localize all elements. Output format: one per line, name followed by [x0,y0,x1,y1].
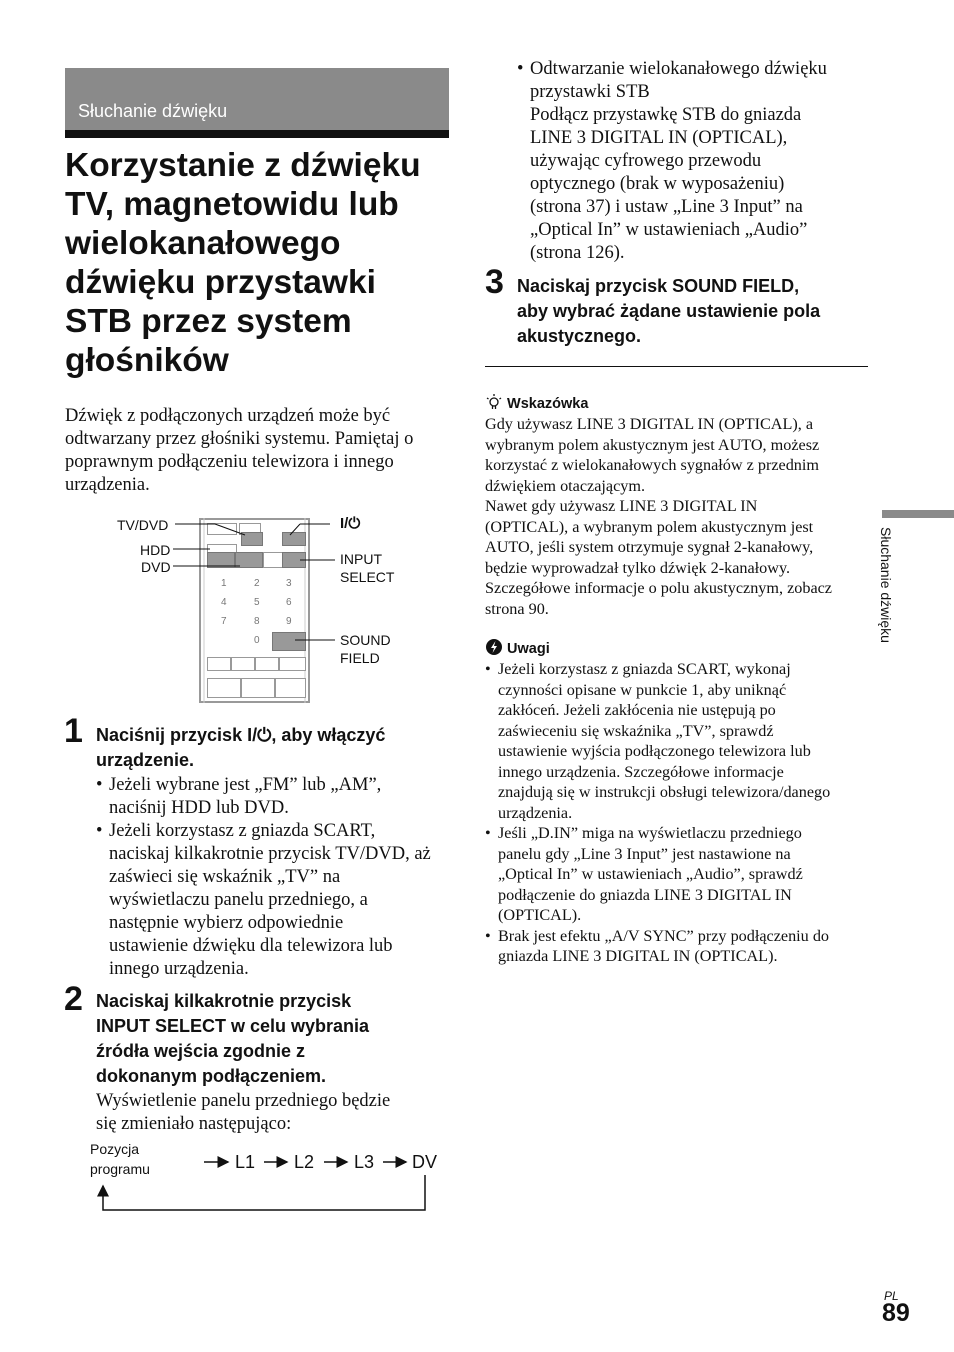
step-title-line: Naciśnij przycisk I/⏻, aby włączyć [96,725,386,745]
note-line: innego urządzenia. Szczegółowe informacje [498,762,784,781]
bullet-line: (strona 126). [530,243,625,263]
note-line: zaświeceniu się wskaźnika „TV”, sprawdź [498,721,774,740]
tip-heading [485,393,588,412]
divider [485,366,868,367]
tip-line: AUTO, jeśli system otrzymuje sygnał 2-kanałowy, [485,538,814,556]
tip-line: wybranym polem akustycznym jest AUTO, możesz [485,435,820,454]
tip-line: Nawet gdy używasz LINE 3 DIGITAL IN [485,497,758,515]
note-line: znajdują się w instrukcji obsługi telewizora/danego [498,783,831,801]
digit-3-key: 3 [286,578,292,589]
flow-item: L1 [235,1152,256,1172]
note-line: zakłóceń. Jeżeli zakłócenia nie ustępują po [498,701,776,719]
flow-item: DV [412,1152,438,1172]
bullet-line: używając cyfrowego przewodu [530,151,762,171]
title-line: głośników [65,342,229,379]
intro-line: urządzenia. [65,475,150,495]
step-number: 2 [64,980,83,1018]
tip-line: strona 90. [485,599,549,618]
notes-heading-text: Uwagi [507,641,550,657]
digit-8-key: 8 [254,616,260,627]
tip-line: dźwiękiem otaczającym. [485,476,645,495]
note-line: ustawienie wyjścia podłączonego telewizora lub [498,742,811,760]
note-line: panelu gdy „Line 3 Input” jest nastawione na [498,844,791,863]
title-line: STB przez system [65,303,352,340]
bullet-line: optycznego (brak w wyposażeniu) [530,174,785,194]
sound-field-label: FIELD [340,650,380,666]
tip-line: będzie wyprowadzał tylko dźwięk 2-kanałowy. [485,558,791,577]
bullet-line: ustawienie dźwięku dla telewizora lub [109,936,393,956]
step-number: 3 [485,263,504,301]
tip-line: (OPTICAL), a wybranym polem akustycznym jest [485,517,814,536]
bullet-line: następnie wybierz odpowiednie [109,913,344,933]
title-line: wielokanałowego [65,225,341,262]
digit-9-key: 9 [286,616,292,627]
page-language: PL [884,1289,899,1303]
body-line: się zmieniało następująco: [96,1114,292,1134]
step3-title [517,274,877,349]
tip-line: Szczegółowe informacje o polu akustycznym, zobacz [485,579,832,597]
digit-1-key: 1 [221,578,227,589]
title-line: TV, magnetowidu lub [65,186,399,223]
step-title-line: aby wybrać żądane ustawienie pola [517,301,821,321]
notes-list [485,659,885,967]
power-label: I/⏻ [340,515,361,532]
bullet-line: innego urządzenia. [109,959,249,979]
page-number: 89 [882,1299,910,1327]
step-title-line: urządzenie. [96,750,195,770]
intro-line: poprawnym podłączeniu telewizora i innego [65,452,394,472]
bullet-line: LINE 3 DIGITAL IN (OPTICAL), [530,128,788,148]
tip-heading-text: Wskazówka [507,396,589,412]
note-line: • Brak jest efektu „A/V SYNC” przy podłączeniu do [498,926,830,945]
bullet-line: przystawki STB [530,82,650,102]
step-title-line: akustycznego. [517,326,642,346]
digit-0-key: 0 [254,635,260,646]
note-item [485,926,885,967]
bullet-line: • Jeżeli wybrane jest „FM” lub „AM”, [109,775,382,795]
tip-body [485,414,885,619]
sound-field-label: SOUND [340,632,391,648]
lightbulb-icon [485,393,503,411]
flow-item: L3 [354,1152,375,1172]
body-line: Wyświetlenie panelu przedniego będzie [96,1091,391,1111]
bullet-line: • Odtwarzanie wielokanałowego dźwięku [530,59,827,79]
dvd-label: DVD [141,559,171,575]
input-select-label: INPUT [340,551,382,567]
note-line: (OPTICAL). [498,906,582,924]
note-item [485,823,885,926]
flow-start-label: programu [90,1161,150,1177]
step-title-line: źródła wejścia zgodnie z [96,1041,306,1061]
bullet-line: Podłącz przystawkę STB do gniazda [530,105,802,125]
note-line: podłączenie do gniazda LINE 3 DIGITAL IN [498,885,792,904]
bullet-line: naciśnij HDD lub DVD. [109,798,289,818]
tv-dvd-label: TV/DVD [117,517,169,533]
digit-6-key: 6 [286,597,292,608]
right-bullets [517,58,877,265]
intro-line: Dźwięk z podłączonych urządzeń może być [65,406,391,426]
step-title-line: Naciskaj kilkakrotnie przycisk [96,991,352,1011]
hdd-label: HDD [140,542,171,558]
note-line: „Optical In” w ustawieniach „Audio”, sprawdź [498,865,803,883]
step-title-line: dokonanym podłączeniem. [96,1066,327,1086]
bullet-line: naciskaj kilkakrotnie przycisk TV/DVD, aż [109,844,431,864]
tip-line: Gdy używasz LINE 3 DIGITAL IN (OPTICAL), a [485,415,814,433]
step-title-line: INPUT SELECT w celu wybrania [96,1016,370,1036]
step-title-line: Naciskaj przycisk SOUND FIELD, [517,276,800,296]
title-line: dźwięku przystawki [65,264,376,301]
tip-line: korzystać z wielokanałowych sygnałów z przednim [485,456,819,474]
input-select-label: SELECT [340,569,395,585]
notes-heading [485,638,550,657]
note-item [485,659,885,823]
warning-icon [485,638,503,656]
note-line: • Jeżeli korzystasz z gniazda SCART, wykonaj [498,660,791,678]
section-header: Słuchanie dźwięku [78,101,228,121]
digit-4-key: 4 [221,597,227,608]
bullet-line: • Jeżeli korzystasz z gniazda SCART, [109,821,376,841]
bullet-line: „Optical In” w ustawieniach „Audio” [530,220,808,240]
note-line: czynności opisane w punkcie 1, aby uniknąć [498,680,787,699]
intro-line: odtwarzany przez głośniki systemu. Pamiętaj o [65,429,414,449]
right-bullet [517,58,877,265]
note-line: urządzenia. [498,803,573,822]
flow-start-label: Pozycja [90,1141,140,1157]
title-line: Korzystanie z dźwięku [65,147,421,184]
bullet-line: (strona 37) i ustaw „Line 3 Input” na [530,197,803,217]
digit-5-key: 5 [254,597,260,608]
digit-7-key: 7 [221,616,227,627]
bullet-line: zaświeci się wskaźnik „TV” na [109,867,341,887]
note-line: gniazda LINE 3 DIGITAL IN (OPTICAL). [498,947,778,965]
side-tab-bar [882,510,954,518]
note-line: • Jeśli „D.IN” miga na wyświetlaczu przedniego [498,824,802,842]
flow-item: L2 [294,1152,315,1172]
step-number: 1 [64,712,83,750]
side-tab-label: Słuchanie dźwięku [878,527,894,643]
digit-2-key: 2 [254,578,260,589]
bullet-line: wyświetlaczu panelu przedniego, a [109,890,368,910]
